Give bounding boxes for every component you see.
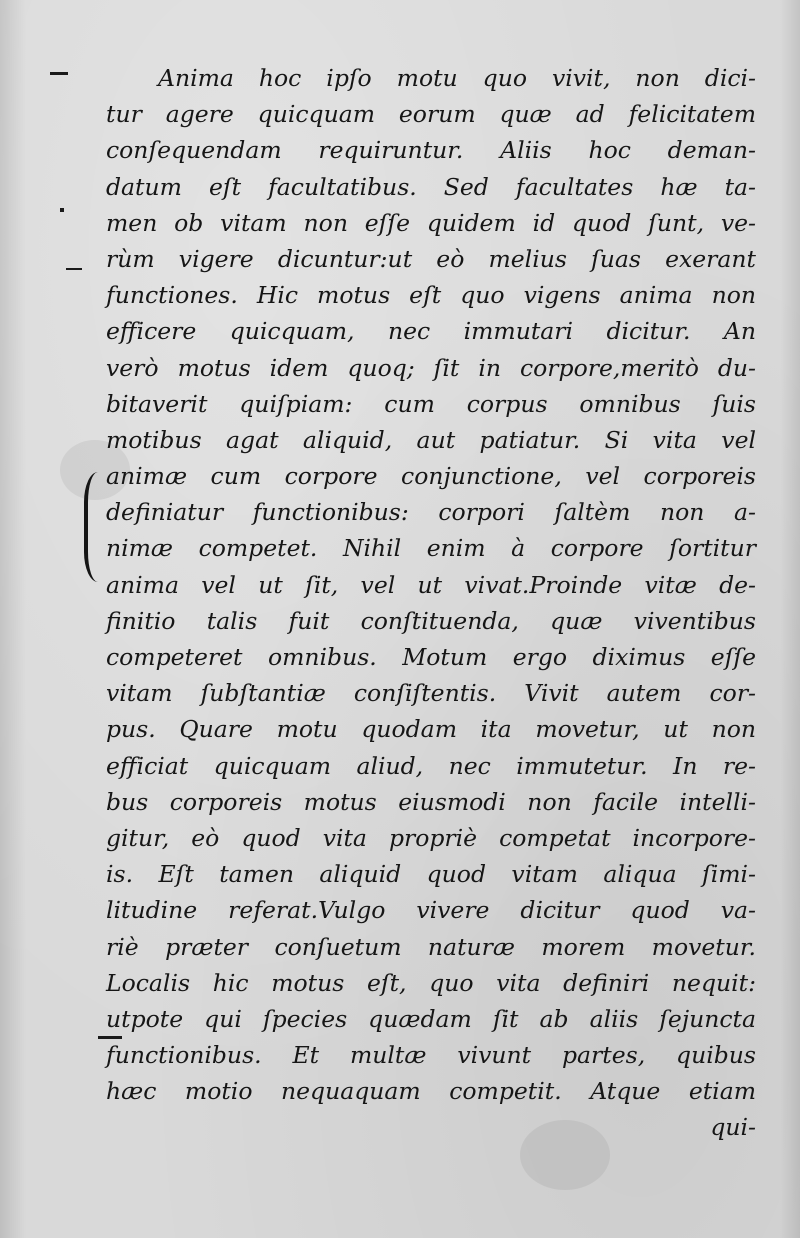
margin-dot-mark: [60, 208, 64, 212]
text-line: nimæ competet. Nihil enim à corpore ſortitur: [106, 534, 756, 563]
text-line: verò motus idem quoq; ſit in corpore,meritò du-: [106, 353, 756, 382]
text-line: riè præter conſuetum naturæ morem movetur.: [106, 932, 756, 961]
text-line: anima vel ut ſit, vel ut vivat.Proinde vitæ de-: [106, 570, 756, 599]
text-line: is. Eſt tamen aliquid quod vitam aliqua ſimi-: [106, 860, 756, 889]
margin-dash-mark: [66, 268, 82, 270]
text-line: definiatur functionibus: corpori ſaltèm non a-: [106, 498, 756, 527]
catchword: qui-: [710, 1113, 756, 1142]
text-line: animæ cum corpore conjunctione, vel corporeis: [106, 462, 756, 491]
text-line: datum eſt facultatibus. Sed facultates hæ ta-: [106, 172, 756, 201]
text-line: hæc motio nequaquam competit. Atque etiam: [106, 1077, 756, 1106]
text-line: finitio talis fuit conſtituenda, quæ viventibus: [106, 606, 756, 635]
text-line: pus. Quare motu quodam ita movetur, ut non: [106, 715, 756, 744]
text-line: bitaverit quiſpiam: cum corpus omnibus ſuis: [106, 389, 756, 418]
text-line: functionibus. Et multæ vivunt partes, quibus: [106, 1041, 756, 1070]
text-line: tur agere quicquam eorum quæ ad felicitatem: [106, 100, 756, 129]
text-line: functiones. Hic motus eſt quo vigens anima non: [106, 281, 756, 310]
text-line: bus corporeis motus eiusmodi non facile intelli-: [106, 787, 756, 816]
text-line: Localis hic motus eſt, quo vita definiri nequit:: [106, 968, 756, 997]
margin-dash-mark: [50, 72, 68, 75]
text-line: efficere quicquam, nec immutari dicitur. An: [106, 317, 756, 346]
margin-bracket-mark: [84, 472, 102, 582]
text-line: conſequendam requiruntur. Aliis hoc deman-: [106, 136, 756, 165]
text-line: men ob vitam non eſſe quidem id quod ſunt, ve-: [106, 208, 756, 237]
text-line: utpote qui ſpecies quædam ſit ab aliis ſejuncta: [106, 1004, 756, 1033]
text-line: gitur, eò quod vita propriè competat incorpore-: [106, 823, 756, 852]
latin-text-body: [106, 60, 756, 1146]
text-line: litudine referat.Vulgo vivere dicitur quod va-: [106, 896, 756, 925]
text-line: efficiat quicquam aliud, nec immutetur. In re-: [106, 751, 756, 780]
text-line: motibus agat aliquid, aut patiatur. Si vita vel: [106, 425, 756, 454]
text-line: Anima hoc ipſo motu quo vivit, non dici-: [158, 64, 756, 92]
text-line: vitam ſubſtantiæ conſiſtentis. Vivit autem cor-: [106, 679, 756, 708]
text-line: competeret omnibus. Motum ergo diximus eſſe: [106, 643, 756, 671]
text-line: rùm vigere dicuntur:ut eò melius ſuas exerant: [106, 244, 756, 273]
